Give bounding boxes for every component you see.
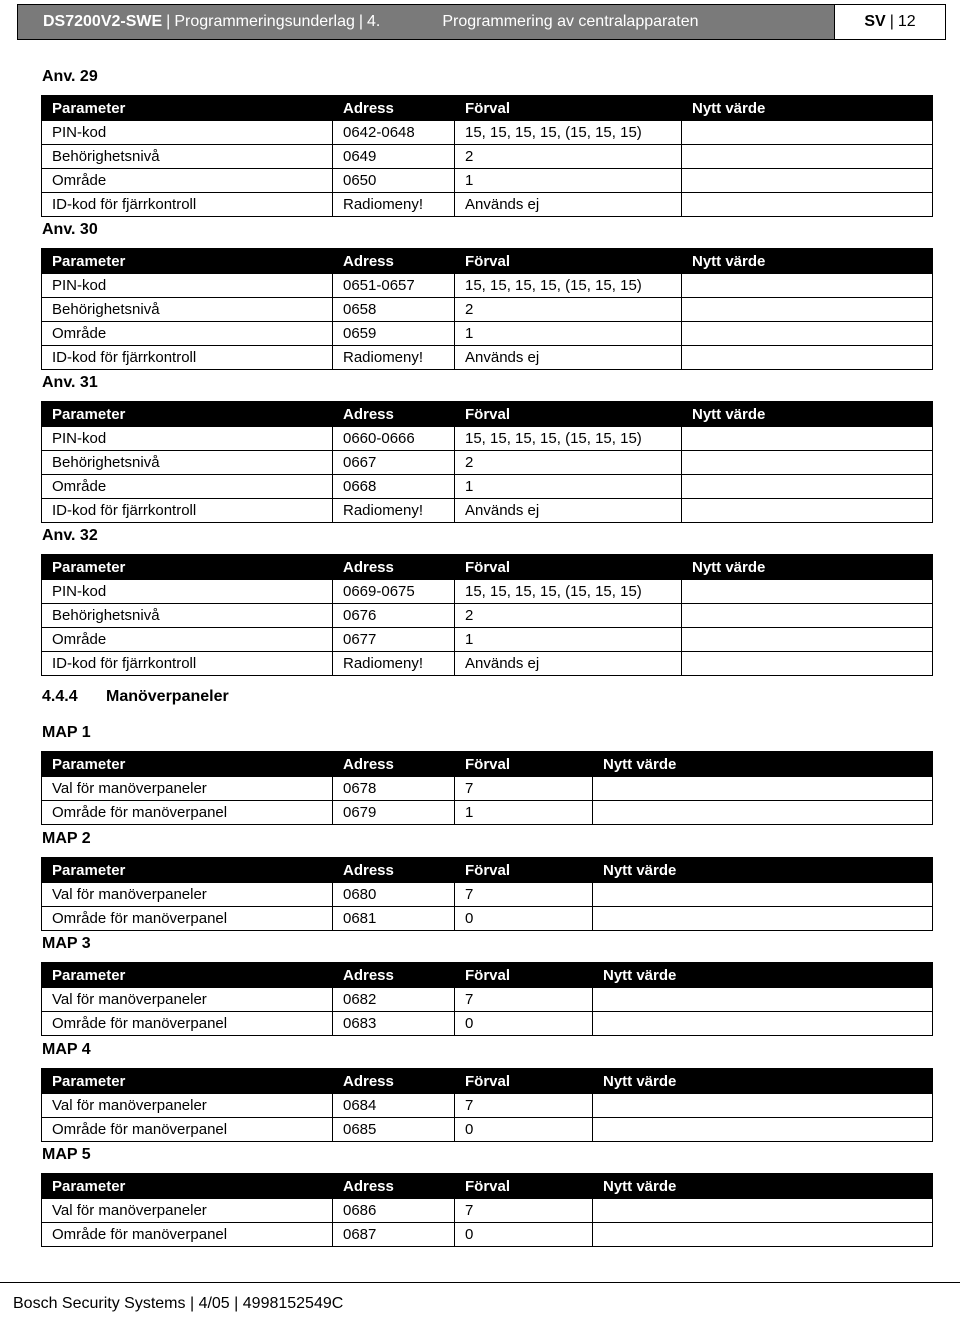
default-cell: 15, 15, 15, 15, (15, 15, 15) — [455, 580, 682, 604]
footer-divider — [0, 1282, 960, 1283]
map-title: MAP 4 — [42, 1041, 91, 1058]
parameter-cell: Område för manöverpanel — [42, 801, 333, 825]
col-header-parameter: Parameter — [42, 402, 333, 427]
default-cell: 0 — [455, 1118, 593, 1142]
table-row — [42, 298, 933, 322]
col-header-default: Förval — [455, 858, 593, 883]
col-header-default: Förval — [455, 249, 682, 274]
parameter-cell: Område — [42, 628, 333, 652]
table-row — [42, 121, 933, 145]
keypad-parameter-table — [41, 962, 933, 1036]
new-value-cell[interactable] — [682, 475, 933, 499]
section-number: 4.4.4 — [42, 688, 78, 705]
new-value-cell[interactable] — [593, 1094, 933, 1118]
keypad-parameter-table — [41, 1068, 933, 1142]
address-cell: 0682 — [333, 988, 455, 1012]
table-row — [42, 1118, 933, 1142]
table-header-row — [42, 1174, 933, 1199]
table-header-row — [42, 858, 933, 883]
table-header-row — [42, 1069, 933, 1094]
new-value-cell[interactable] — [682, 193, 933, 217]
address-cell: 0679 — [333, 801, 455, 825]
parameter-cell: ID-kod för fjärrkontroll — [42, 652, 333, 676]
table-row — [42, 1223, 933, 1247]
new-value-cell[interactable] — [682, 298, 933, 322]
new-value-cell[interactable] — [593, 1012, 933, 1036]
default-cell: 1 — [455, 628, 682, 652]
default-cell: 15, 15, 15, 15, (15, 15, 15) — [455, 427, 682, 451]
table-row — [42, 1012, 933, 1036]
chapter-number: 4. — [367, 13, 381, 30]
parameter-cell: Område för manöverpanel — [42, 1118, 333, 1142]
address-cell: 0685 — [333, 1118, 455, 1142]
col-header-address: Adress — [333, 249, 455, 274]
header-title-bar — [18, 5, 834, 39]
col-header-address: Adress — [333, 402, 455, 427]
section-heading — [42, 688, 229, 706]
table-row — [42, 475, 933, 499]
new-value-cell[interactable] — [682, 121, 933, 145]
footer-company: Bosch Security Systems — [13, 1295, 186, 1312]
keypad-parameter-table — [41, 1173, 933, 1247]
address-cell: 0669-0675 — [333, 580, 455, 604]
table-header-row — [42, 555, 933, 580]
user-title: Anv. 32 — [42, 527, 98, 544]
table-header-row — [42, 402, 933, 427]
address-cell: 0677 — [333, 628, 455, 652]
col-header-address: Adress — [333, 1174, 455, 1199]
footer-date: 4/05 — [198, 1295, 230, 1312]
address-cell: Radiomeny! — [333, 193, 455, 217]
col-header-parameter: Parameter — [42, 555, 333, 580]
parameter-cell: Val för manöverpaneler — [42, 883, 333, 907]
user-title: Anv. 29 — [42, 68, 98, 85]
map-title: MAP 1 — [42, 724, 91, 741]
parameter-cell: Val för manöverpaneler — [42, 777, 333, 801]
map-title: MAP 3 — [42, 935, 91, 952]
header-separator: | — [358, 13, 364, 30]
col-header-default: Förval — [455, 96, 682, 121]
address-cell: 0660-0666 — [333, 427, 455, 451]
default-cell: 1 — [455, 801, 593, 825]
header-separator: | — [889, 13, 894, 30]
new-value-cell[interactable] — [682, 580, 933, 604]
parameter-cell: Område för manöverpanel — [42, 907, 333, 931]
table-row — [42, 451, 933, 475]
table-row — [42, 274, 933, 298]
address-cell: 0683 — [333, 1012, 455, 1036]
address-cell: Radiomeny! — [333, 499, 455, 523]
col-header-default: Förval — [455, 555, 682, 580]
parameter-cell: Behörighetsnivå — [42, 145, 333, 169]
col-header-new-value: Nytt värde — [682, 249, 933, 274]
new-value-cell[interactable] — [682, 652, 933, 676]
default-cell: Används ej — [455, 499, 682, 523]
user-parameter-table — [41, 95, 933, 217]
new-value-cell[interactable] — [682, 604, 933, 628]
new-value-cell[interactable] — [593, 988, 933, 1012]
col-header-new-value: Nytt värde — [682, 402, 933, 427]
col-header-default: Förval — [455, 402, 682, 427]
parameter-cell: Område för manöverpanel — [42, 1223, 333, 1247]
default-cell: 7 — [455, 1199, 593, 1223]
chapter-title: Programmering av centralapparaten — [442, 13, 699, 30]
col-header-new-value: Nytt värde — [682, 96, 933, 121]
parameter-cell: Behörighetsnivå — [42, 604, 333, 628]
address-cell: 0681 — [333, 907, 455, 931]
section-title: Manöverpaneler — [106, 688, 229, 705]
footer-separator: | — [234, 1295, 239, 1312]
new-value-cell[interactable] — [593, 1118, 933, 1142]
parameter-cell: PIN-kod — [42, 274, 333, 298]
col-header-address: Adress — [333, 1069, 455, 1094]
table-row — [42, 169, 933, 193]
parameter-cell: Val för manöverpaneler — [42, 1199, 333, 1223]
default-cell: 7 — [455, 883, 593, 907]
user-parameter-table — [41, 401, 933, 523]
new-value-cell[interactable] — [593, 777, 933, 801]
table-row — [42, 1094, 933, 1118]
new-value-cell[interactable] — [682, 427, 933, 451]
new-value-cell[interactable] — [593, 883, 933, 907]
header-page-box — [834, 5, 945, 39]
page-header — [17, 4, 946, 40]
default-cell: 7 — [455, 777, 593, 801]
table-header-row — [42, 249, 933, 274]
address-cell: 0659 — [333, 322, 455, 346]
address-cell: 0678 — [333, 777, 455, 801]
parameter-cell: ID-kod för fjärrkontroll — [42, 193, 333, 217]
new-value-cell[interactable] — [593, 907, 933, 931]
col-header-default: Förval — [455, 1069, 593, 1094]
address-cell: Radiomeny! — [333, 346, 455, 370]
table-row — [42, 427, 933, 451]
col-header-parameter: Parameter — [42, 1069, 333, 1094]
default-cell: Används ej — [455, 652, 682, 676]
address-cell: 0680 — [333, 883, 455, 907]
default-cell: 2 — [455, 451, 682, 475]
default-cell: 1 — [455, 322, 682, 346]
table-row — [42, 883, 933, 907]
user-parameter-table — [41, 248, 933, 370]
new-value-cell[interactable] — [682, 322, 933, 346]
address-cell: 0658 — [333, 298, 455, 322]
col-header-new-value: Nytt värde — [593, 1069, 933, 1094]
default-cell: 15, 15, 15, 15, (15, 15, 15) — [455, 121, 682, 145]
header-separator: | — [166, 13, 171, 30]
col-header-parameter: Parameter — [42, 96, 333, 121]
parameter-cell: ID-kod för fjärrkontroll — [42, 499, 333, 523]
col-header-new-value: Nytt värde — [593, 858, 933, 883]
table-row — [42, 193, 933, 217]
user-title: Anv. 31 — [42, 374, 98, 391]
table-row — [42, 604, 933, 628]
col-header-new-value: Nytt värde — [593, 963, 933, 988]
doc-id: DS7200V2-SWE — [43, 13, 163, 30]
col-header-new-value: Nytt värde — [593, 1174, 933, 1199]
footer-separator: | — [189, 1295, 195, 1312]
table-row — [42, 988, 933, 1012]
new-value-cell[interactable] — [682, 628, 933, 652]
keypad-parameter-table — [41, 857, 933, 931]
parameter-cell: Behörighetsnivå — [42, 298, 333, 322]
default-cell: 7 — [455, 1094, 593, 1118]
address-cell: 0651-0657 — [333, 274, 455, 298]
col-header-address: Adress — [333, 96, 455, 121]
parameter-cell: ID-kod för fjärrkontroll — [42, 346, 333, 370]
new-value-cell[interactable] — [682, 499, 933, 523]
user-parameter-table — [41, 554, 933, 676]
default-cell: 2 — [455, 298, 682, 322]
address-cell: 0649 — [333, 145, 455, 169]
col-header-parameter: Parameter — [42, 1174, 333, 1199]
col-header-default: Förval — [455, 963, 593, 988]
new-value-cell[interactable] — [682, 145, 933, 169]
default-cell: 0 — [455, 1223, 593, 1247]
default-cell: Används ej — [455, 193, 682, 217]
default-cell: 2 — [455, 145, 682, 169]
parameter-cell: Område — [42, 169, 333, 193]
footer-docnum: 4998152549C — [242, 1295, 344, 1312]
col-header-parameter: Parameter — [42, 249, 333, 274]
page-footer — [13, 1295, 343, 1313]
user-title: Anv. 30 — [42, 221, 98, 238]
table-header-row — [42, 963, 933, 988]
col-header-default: Förval — [455, 1174, 593, 1199]
table-row — [42, 801, 933, 825]
page-number: 12 — [897, 13, 916, 30]
table-row — [42, 499, 933, 523]
table-row — [42, 145, 933, 169]
default-cell: 7 — [455, 988, 593, 1012]
default-cell: 15, 15, 15, 15, (15, 15, 15) — [455, 274, 682, 298]
address-cell: 0667 — [333, 451, 455, 475]
new-value-cell[interactable] — [593, 1199, 933, 1223]
col-header-parameter: Parameter — [42, 752, 333, 777]
address-cell: 0668 — [333, 475, 455, 499]
address-cell: 0676 — [333, 604, 455, 628]
col-header-parameter: Parameter — [42, 963, 333, 988]
address-cell: Radiomeny! — [333, 652, 455, 676]
table-row — [42, 628, 933, 652]
address-cell: 0642-0648 — [333, 121, 455, 145]
table-header-row — [42, 752, 933, 777]
col-header-address: Adress — [333, 858, 455, 883]
table-row — [42, 777, 933, 801]
new-value-cell[interactable] — [593, 1223, 933, 1247]
col-header-new-value: Nytt värde — [593, 752, 933, 777]
default-cell: 1 — [455, 475, 682, 499]
new-value-cell[interactable] — [682, 346, 933, 370]
new-value-cell[interactable] — [593, 801, 933, 825]
address-cell: 0650 — [333, 169, 455, 193]
new-value-cell[interactable] — [682, 169, 933, 193]
parameter-cell: Behörighetsnivå — [42, 451, 333, 475]
parameter-cell: Område för manöverpanel — [42, 1012, 333, 1036]
default-cell: Används ej — [455, 346, 682, 370]
address-cell: 0684 — [333, 1094, 455, 1118]
col-header-address: Adress — [333, 752, 455, 777]
default-cell: 2 — [455, 604, 682, 628]
parameter-cell: Område — [42, 475, 333, 499]
col-header-parameter: Parameter — [42, 858, 333, 883]
default-cell: 0 — [455, 1012, 593, 1036]
map-title: MAP 2 — [42, 830, 91, 847]
table-row — [42, 652, 933, 676]
table-row — [42, 1199, 933, 1223]
col-header-address: Adress — [333, 963, 455, 988]
keypad-parameter-table — [41, 751, 933, 825]
parameter-cell: Område — [42, 322, 333, 346]
doc-title: Programmeringsunderlag — [174, 13, 355, 30]
default-cell: 0 — [455, 907, 593, 931]
new-value-cell[interactable] — [682, 274, 933, 298]
table-row — [42, 907, 933, 931]
parameter-cell: Val för manöverpaneler — [42, 1094, 333, 1118]
address-cell: 0687 — [333, 1223, 455, 1247]
table-row — [42, 346, 933, 370]
parameter-cell: PIN-kod — [42, 580, 333, 604]
parameter-cell: Val för manöverpaneler — [42, 988, 333, 1012]
language-code: SV — [864, 13, 886, 30]
table-header-row — [42, 96, 933, 121]
col-header-default: Förval — [455, 752, 593, 777]
address-cell: 0686 — [333, 1199, 455, 1223]
table-row — [42, 580, 933, 604]
new-value-cell[interactable] — [682, 451, 933, 475]
col-header-address: Adress — [333, 555, 455, 580]
default-cell: 1 — [455, 169, 682, 193]
col-header-new-value: Nytt värde — [682, 555, 933, 580]
parameter-cell: PIN-kod — [42, 427, 333, 451]
map-title: MAP 5 — [42, 1146, 91, 1163]
parameter-cell: PIN-kod — [42, 121, 333, 145]
table-row — [42, 322, 933, 346]
